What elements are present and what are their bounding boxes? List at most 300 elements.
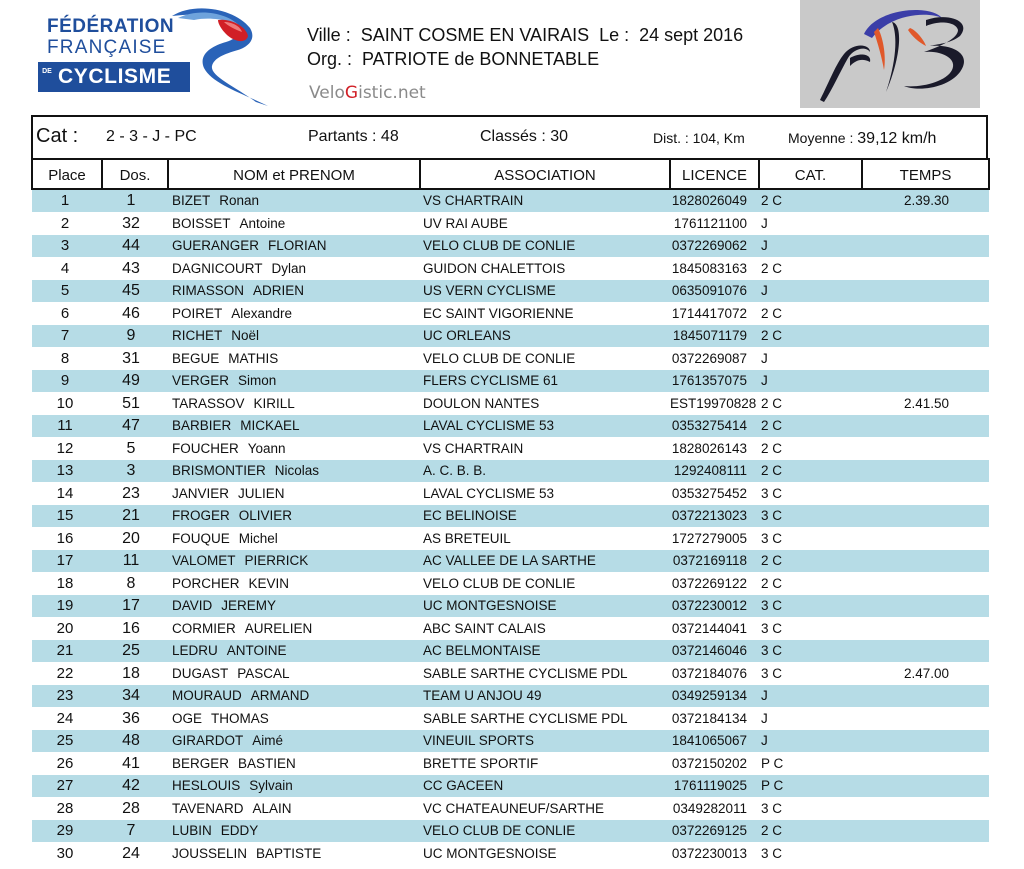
cell-licence: 0372269087 xyxy=(670,348,759,371)
cell-association: TEAM U ANJOU 49 xyxy=(420,685,670,708)
cell-name xyxy=(168,775,420,798)
cell-association: UC MONTGESNOISE xyxy=(420,595,670,618)
rider-lastname: VALOMET xyxy=(172,553,236,568)
table-row xyxy=(32,595,989,618)
rider-lastname: JOUSSELIN xyxy=(172,846,248,861)
cell-time xyxy=(862,730,989,753)
table-row xyxy=(32,235,989,258)
cell-association: VELO CLUB DE CONLIE xyxy=(420,348,670,371)
cell-licence: 1841065067 xyxy=(670,730,759,753)
cell-dossard: 36 xyxy=(102,708,168,731)
rider-firstname: Nicolas xyxy=(274,463,320,478)
cell-time xyxy=(862,325,989,348)
rider-firstname: KEVIN xyxy=(248,576,290,591)
cell-dossard: 23 xyxy=(102,483,168,506)
column-header-time: TEMPS xyxy=(862,159,989,189)
cell-name xyxy=(168,663,420,686)
classified-count: Classés : 30 xyxy=(480,128,569,145)
cell-association: EC BELINOISE xyxy=(420,505,670,528)
cell-association: UV RAI AUBE xyxy=(420,213,670,236)
rider-firstname: KIRILL xyxy=(253,396,295,411)
cell-place: 28 xyxy=(32,798,102,821)
cell-place: 5 xyxy=(32,280,102,303)
cell-dossard: 41 xyxy=(102,753,168,776)
cell-category: J xyxy=(759,685,862,708)
cell-time xyxy=(862,348,989,371)
cell-association: AC VALLEE DE LA SARTHE xyxy=(420,550,670,573)
cell-place: 26 xyxy=(32,753,102,776)
cell-time xyxy=(862,595,989,618)
rider-firstname: Michel xyxy=(238,531,278,546)
cell-association: VS CHARTRAIN xyxy=(420,189,670,213)
cell-category: 2 C xyxy=(759,258,862,281)
cell-association: AS BRETEUIL xyxy=(420,528,670,551)
cell-name xyxy=(168,550,420,573)
cell-dossard: 44 xyxy=(102,235,168,258)
rider-lastname: BARBIER xyxy=(172,418,232,433)
cell-time xyxy=(862,280,989,303)
cell-association: BRETTE SPORTIF xyxy=(420,753,670,776)
cell-time: 2.39.30 xyxy=(862,189,989,213)
cell-place: 3 xyxy=(32,235,102,258)
cell-dossard: 31 xyxy=(102,348,168,371)
cell-category: 3 C xyxy=(759,618,862,641)
rider-firstname: MATHIS xyxy=(228,351,279,366)
table-row xyxy=(32,775,989,798)
cell-licence: 0372269062 xyxy=(670,235,759,258)
cell-category: 2 C xyxy=(759,189,862,213)
cell-name xyxy=(168,505,420,528)
table-row xyxy=(32,730,989,753)
table-row xyxy=(32,798,989,821)
rider-firstname: Yoann xyxy=(247,441,286,456)
cell-licence: 0372169118 xyxy=(670,550,759,573)
table-row xyxy=(32,303,989,326)
cell-category: 2 C xyxy=(759,415,862,438)
rider-lastname: VERGER xyxy=(172,373,230,388)
cell-licence: 0372144041 xyxy=(670,618,759,641)
cell-place: 9 xyxy=(32,370,102,393)
cell-licence: 0353275452 xyxy=(670,483,759,506)
cell-name xyxy=(168,483,420,506)
rider-lastname: FOUQUE xyxy=(172,531,230,546)
table-row xyxy=(32,753,989,776)
table-row xyxy=(32,550,989,573)
table-row xyxy=(32,460,989,483)
cell-place: 23 xyxy=(32,685,102,708)
rider-lastname: PORCHER xyxy=(172,576,240,591)
cell-licence: 0372230013 xyxy=(670,843,759,866)
table-row xyxy=(32,438,989,461)
cell-name xyxy=(168,370,420,393)
rider-firstname: JEREMY xyxy=(221,598,277,613)
rider-lastname: BERGER xyxy=(172,756,230,771)
table-row xyxy=(32,708,989,731)
cell-licence: 1845083163 xyxy=(670,258,759,281)
rider-firstname: BASTIEN xyxy=(238,756,296,771)
table-row xyxy=(32,258,989,281)
cell-category: J xyxy=(759,280,862,303)
table-row xyxy=(32,483,989,506)
table-row xyxy=(32,640,989,663)
rider-firstname: PIERRICK xyxy=(244,553,309,568)
ffc-logo-line2: FRANÇAISE xyxy=(47,37,167,58)
cell-time xyxy=(862,618,989,641)
cell-dossard: 47 xyxy=(102,415,168,438)
rider-firstname: JULIEN xyxy=(238,486,285,501)
cell-name xyxy=(168,460,420,483)
cell-dossard: 1 xyxy=(102,189,168,213)
cell-category: P C xyxy=(759,753,862,776)
cell-name xyxy=(168,685,420,708)
rider-firstname: Noël xyxy=(231,328,260,343)
event-ville-date: Ville : SAINT COSME EN VAIRAIS Le : 24 sept 2016 xyxy=(307,25,744,45)
rider-lastname: TAVENARD xyxy=(172,801,244,816)
club-logo xyxy=(800,0,980,108)
cell-name xyxy=(168,843,420,866)
cell-category: 2 C xyxy=(759,393,862,416)
cell-name xyxy=(168,618,420,641)
cell-category: 2 C xyxy=(759,820,862,843)
cell-dossard: 5 xyxy=(102,438,168,461)
rider-firstname: EDDY xyxy=(220,823,259,838)
category-label: Cat : xyxy=(36,125,79,147)
cell-place: 12 xyxy=(32,438,102,461)
cell-name xyxy=(168,730,420,753)
rider-firstname: Sylvain xyxy=(249,778,293,793)
rider-lastname: TARASSOV xyxy=(172,396,245,411)
table-row xyxy=(32,685,989,708)
table-row xyxy=(32,325,989,348)
cell-licence: 0372150202 xyxy=(670,753,759,776)
rider-lastname: BEGUE xyxy=(172,351,220,366)
cell-association: UC ORLEANS xyxy=(420,325,670,348)
cell-dossard: 7 xyxy=(102,820,168,843)
cell-place: 29 xyxy=(32,820,102,843)
cell-place: 24 xyxy=(32,708,102,731)
cell-time xyxy=(862,505,989,528)
rider-firstname: Alexandre xyxy=(231,306,293,321)
cell-time xyxy=(862,213,989,236)
cell-name xyxy=(168,820,420,843)
cell-time xyxy=(862,483,989,506)
cell-name xyxy=(168,595,420,618)
cell-place: 19 xyxy=(32,595,102,618)
column-header-licence: LICENCE xyxy=(670,159,759,189)
cell-place: 21 xyxy=(32,640,102,663)
cell-place: 1 xyxy=(32,189,102,213)
cell-dossard: 49 xyxy=(102,370,168,393)
cell-category: 2 C xyxy=(759,438,862,461)
cell-place: 16 xyxy=(32,528,102,551)
cell-time xyxy=(862,460,989,483)
cell-association: VELO CLUB DE CONLIE xyxy=(420,235,670,258)
cell-name xyxy=(168,415,420,438)
cell-licence: 0353275414 xyxy=(670,415,759,438)
cyclist-swoosh-icon xyxy=(164,2,276,108)
cell-category: 3 C xyxy=(759,528,862,551)
rider-lastname: DAGNICOURT xyxy=(172,261,263,276)
cell-time: 2.41.50 xyxy=(862,393,989,416)
cell-category: J xyxy=(759,235,862,258)
cell-association: VINEUIL SPORTS xyxy=(420,730,670,753)
cell-name xyxy=(168,280,420,303)
cell-association: SABLE SARTHE CYCLISME PDL xyxy=(420,663,670,686)
cell-licence: 1845071179 xyxy=(670,325,759,348)
race-summary xyxy=(31,115,988,158)
cell-category: 3 C xyxy=(759,798,862,821)
rider-firstname: BAPTISTE xyxy=(256,846,322,861)
cell-licence: 1761357075 xyxy=(670,370,759,393)
cell-time xyxy=(862,550,989,573)
cell-licence: 1761119025 xyxy=(670,775,759,798)
cell-name xyxy=(168,438,420,461)
cell-category: 3 C xyxy=(759,595,862,618)
rider-lastname: BRISMONTIER xyxy=(172,463,266,478)
column-header-dossard: Dos. xyxy=(102,159,168,189)
table-row xyxy=(32,843,989,866)
cell-association: GUIDON CHALETTOIS xyxy=(420,258,670,281)
cell-place: 27 xyxy=(32,775,102,798)
cell-association: VELO CLUB DE CONLIE xyxy=(420,820,670,843)
cell-time xyxy=(862,370,989,393)
cell-place: 10 xyxy=(32,393,102,416)
table-row xyxy=(32,393,989,416)
table-row xyxy=(32,663,989,686)
cell-place: 4 xyxy=(32,258,102,281)
column-header-place: Place xyxy=(32,159,102,189)
cell-category: 2 C xyxy=(759,550,862,573)
cell-dossard: 16 xyxy=(102,618,168,641)
cell-licence: EST19970828 xyxy=(670,393,759,416)
cell-category: 3 C xyxy=(759,640,862,663)
cell-licence: 0349282011 xyxy=(670,798,759,821)
column-header-category: CAT. xyxy=(759,159,862,189)
cell-place: 6 xyxy=(32,303,102,326)
cell-category: 3 C xyxy=(759,843,862,866)
cell-time xyxy=(862,798,989,821)
cell-dossard: 48 xyxy=(102,730,168,753)
cell-association: A. C. B. B. xyxy=(420,460,670,483)
rider-firstname: Dylan xyxy=(271,261,307,276)
cell-time xyxy=(862,235,989,258)
ffc-logo-line3: CYCLISME xyxy=(58,65,172,88)
cell-name xyxy=(168,708,420,731)
cell-time xyxy=(862,640,989,663)
cell-category: J xyxy=(759,370,862,393)
cell-association: ABC SAINT CALAIS xyxy=(420,618,670,641)
cell-name xyxy=(168,235,420,258)
rider-firstname: ANTOINE xyxy=(226,643,287,658)
cell-place: 15 xyxy=(32,505,102,528)
rider-lastname: MOURAUD xyxy=(172,688,242,703)
cell-dossard: 43 xyxy=(102,258,168,281)
cell-dossard: 3 xyxy=(102,460,168,483)
table-row xyxy=(32,189,989,213)
column-header-name: NOM et PRENOM xyxy=(168,159,420,189)
cell-association: UC MONTGESNOISE xyxy=(420,843,670,866)
rider-firstname: Simon xyxy=(238,373,277,388)
rider-firstname: OLIVIER xyxy=(238,508,293,523)
table-header-row xyxy=(32,159,989,189)
cell-category: 2 C xyxy=(759,303,862,326)
rider-firstname: Ronan xyxy=(219,193,260,208)
cell-association: VELO CLUB DE CONLIE xyxy=(420,573,670,596)
event-info xyxy=(307,24,743,72)
table-row xyxy=(32,370,989,393)
cell-name xyxy=(168,798,420,821)
cell-licence: 1727279005 xyxy=(670,528,759,551)
rider-lastname: DAVID xyxy=(172,598,213,613)
cell-category: 3 C xyxy=(759,505,862,528)
cell-place: 25 xyxy=(32,730,102,753)
cell-category: 3 C xyxy=(759,663,862,686)
cell-dossard: 25 xyxy=(102,640,168,663)
rider-lastname: JANVIER xyxy=(172,486,230,501)
rider-firstname: MICKAEL xyxy=(240,418,300,433)
table-row xyxy=(32,820,989,843)
cell-dossard: 45 xyxy=(102,280,168,303)
table-row xyxy=(32,213,989,236)
average-speed: Moyenne : 39,12 km/h xyxy=(788,130,937,147)
column-header-association: ASSOCIATION xyxy=(420,159,670,189)
cell-category: 3 C xyxy=(759,483,862,506)
cell-licence: 0372184076 xyxy=(670,663,759,686)
cell-dossard: 28 xyxy=(102,798,168,821)
cell-name xyxy=(168,303,420,326)
cell-association: DOULON NANTES xyxy=(420,393,670,416)
rider-lastname: LEDRU xyxy=(172,643,218,658)
cell-name xyxy=(168,573,420,596)
cell-name xyxy=(168,325,420,348)
distance: Dist. : 104, Km xyxy=(653,130,745,146)
rider-lastname: BOISSET xyxy=(172,216,231,231)
rider-lastname: GUERANGER xyxy=(172,238,260,253)
cell-place: 2 xyxy=(32,213,102,236)
cell-name xyxy=(168,348,420,371)
cell-name xyxy=(168,213,420,236)
cell-association: FLERS CYCLISME 61 xyxy=(420,370,670,393)
cell-time xyxy=(862,438,989,461)
cell-licence: 0635091076 xyxy=(670,280,759,303)
velogistic-brand: VeloGistic.net xyxy=(309,83,426,103)
cell-category: J xyxy=(759,730,862,753)
cell-place: 11 xyxy=(32,415,102,438)
cell-time xyxy=(862,685,989,708)
cell-place: 18 xyxy=(32,573,102,596)
cell-place: 22 xyxy=(32,663,102,686)
cell-name xyxy=(168,258,420,281)
cell-place: 17 xyxy=(32,550,102,573)
rider-lastname: LUBIN xyxy=(172,823,212,838)
rider-firstname: THOMAS xyxy=(211,711,269,726)
cell-dossard: 8 xyxy=(102,573,168,596)
rider-lastname: RICHET xyxy=(172,328,223,343)
cell-dossard: 34 xyxy=(102,685,168,708)
ffc-logo-line1: FÉDÉRATION xyxy=(47,16,175,37)
cell-licence: 0372213023 xyxy=(670,505,759,528)
cell-dossard: 18 xyxy=(102,663,168,686)
cell-name xyxy=(168,393,420,416)
cell-time xyxy=(862,258,989,281)
cell-category: P C xyxy=(759,775,862,798)
cell-dossard: 46 xyxy=(102,303,168,326)
cell-licence: 0372184134 xyxy=(670,708,759,731)
rider-lastname: GIRARDOT xyxy=(172,733,244,748)
cell-name xyxy=(168,753,420,776)
cell-category: J xyxy=(759,213,862,236)
cell-licence: 0372146046 xyxy=(670,640,759,663)
cell-time xyxy=(862,775,989,798)
cell-dossard: 32 xyxy=(102,213,168,236)
cell-licence: 1828026049 xyxy=(670,189,759,213)
cell-dossard: 42 xyxy=(102,775,168,798)
cell-dossard: 11 xyxy=(102,550,168,573)
rider-firstname: Antoine xyxy=(239,216,286,231)
table-row xyxy=(32,280,989,303)
rider-firstname: ADRIEN xyxy=(253,283,305,298)
cell-association: AC BELMONTAISE xyxy=(420,640,670,663)
cell-name xyxy=(168,189,420,213)
cell-association: LAVAL CYCLISME 53 xyxy=(420,415,670,438)
ptb-logo-icon xyxy=(800,0,980,108)
table-row xyxy=(32,618,989,641)
rider-firstname: AURELIEN xyxy=(244,621,313,636)
rider-lastname: BIZET xyxy=(172,193,211,208)
results-body xyxy=(32,189,989,865)
table-row xyxy=(32,528,989,551)
cell-licence: 0372269122 xyxy=(670,573,759,596)
cell-category: J xyxy=(759,708,862,731)
cell-time xyxy=(862,415,989,438)
cell-association: VS CHARTRAIN xyxy=(420,438,670,461)
cell-association: EC SAINT VIGORIENNE xyxy=(420,303,670,326)
cell-dossard: 21 xyxy=(102,505,168,528)
cell-time xyxy=(862,573,989,596)
rider-lastname: FOUCHER xyxy=(172,441,239,456)
cell-dossard: 9 xyxy=(102,325,168,348)
rider-lastname: RIMASSON xyxy=(172,283,245,298)
cell-licence: 1292408111 xyxy=(670,460,759,483)
cell-licence: 0372230012 xyxy=(670,595,759,618)
cell-time xyxy=(862,528,989,551)
table-row xyxy=(32,415,989,438)
results-table xyxy=(31,158,990,865)
cell-dossard: 17 xyxy=(102,595,168,618)
ffc-logo-de: DE xyxy=(42,68,52,75)
table-row xyxy=(32,348,989,371)
cell-name xyxy=(168,528,420,551)
cell-dossard: 20 xyxy=(102,528,168,551)
event-organizer: Org. : PATRIOTE de BONNETABLE xyxy=(307,49,600,69)
cell-association: CC GACEEN xyxy=(420,775,670,798)
cell-category: 2 C xyxy=(759,573,862,596)
cell-association: SABLE SARTHE CYCLISME PDL xyxy=(420,708,670,731)
cell-licence: 0349259134 xyxy=(670,685,759,708)
rider-lastname: HESLOUIS xyxy=(172,778,241,793)
cell-category: 2 C xyxy=(759,460,862,483)
cell-licence: 0372269125 xyxy=(670,820,759,843)
cell-time xyxy=(862,843,989,866)
cell-dossard: 51 xyxy=(102,393,168,416)
cell-time xyxy=(862,820,989,843)
cell-time xyxy=(862,708,989,731)
rider-lastname: POIRET xyxy=(172,306,223,321)
cell-time xyxy=(862,303,989,326)
rider-firstname: PASCAL xyxy=(237,666,290,681)
cell-time xyxy=(862,753,989,776)
rider-lastname: CORMIER xyxy=(172,621,236,636)
